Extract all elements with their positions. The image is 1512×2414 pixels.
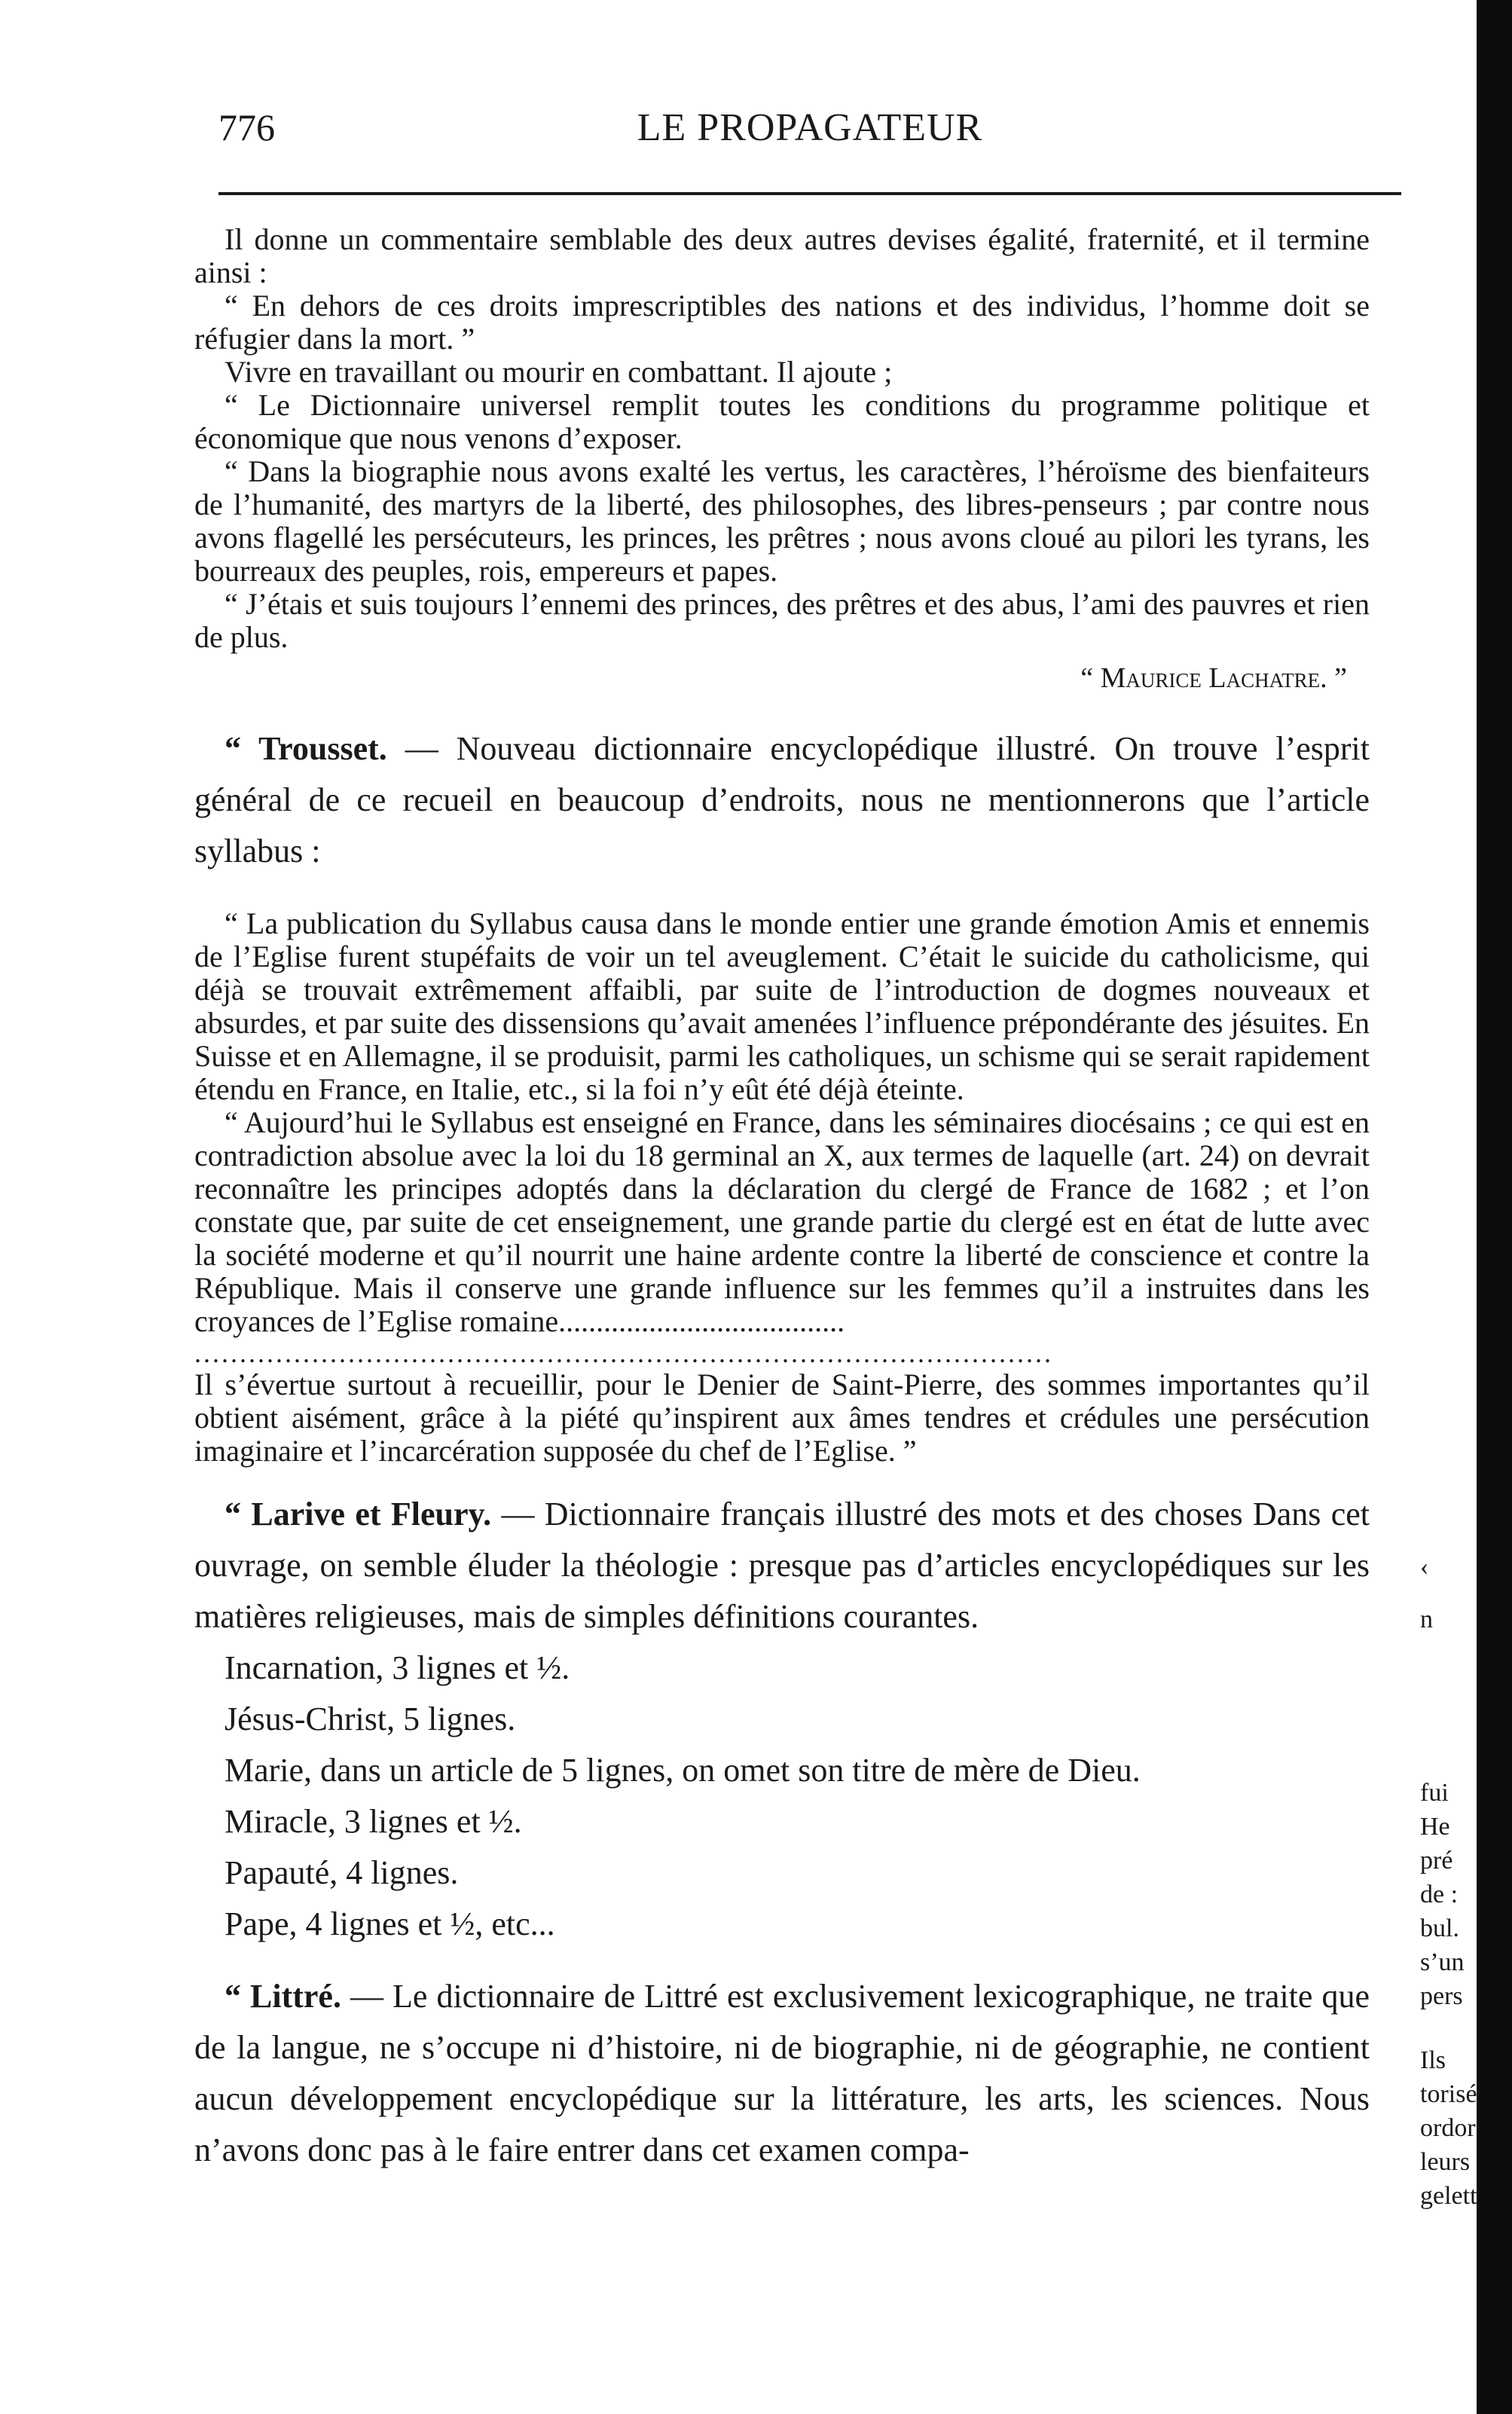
quote-text: “ Aujourd’hui le Syllabus est enseigné en France, dans les séminaires diocésains ; ce qui est en contradiction absolue avec la loi du 18 germinal an X, aux termes de laquelle (art. 24) on devrait reconnaître les principes adoptés dans la déclaration du clergé de France de 1682 ; et l’on constate que, par suite de cet enseignement, une grande partie du clergé est en état de lutte avec la société moderne et qu’il nourrit une haine ardente contre la liberté de conscience et contre la République. Mais il conserve une grande influence sur les femmes qu’il a instruites dans les croyances de l’Eglise romaine — [194, 1105, 1370, 1338]
quote-paragraph: “ En dehors de ces droits imprescriptibles des nations et des individus, l’homme doit se réfugier dans la mort. ” — [194, 289, 1370, 356]
littre-entry — [194, 1971, 1370, 2176]
page-number: 776 — [218, 106, 275, 148]
spacer — [194, 1468, 1370, 1489]
quote-paragraph: “ J’étais et suis toujours l’ennemi des princes, des prêtres et des abus, l’ami des pauvres et rien de plus. — [194, 587, 1370, 654]
margin-fragment: fui — [1420, 1779, 1449, 1807]
quote-paragraph — [194, 1106, 1370, 1338]
larive-entry — [194, 1489, 1370, 1642]
entry-heading: “ Littré. — [225, 1978, 341, 2015]
margin-fragment: ‹ — [1420, 1553, 1429, 1581]
quote-paragraph: Vivre en travaillant ou mourir en combattant. Il ajoute ; — [225, 355, 893, 389]
ellipsis-dots: ...................................... — [558, 1304, 845, 1338]
margin-fragment: Ils — [1420, 2046, 1446, 2074]
quote-paragraph: “ La publication du Syllabus causa dans le monde entier une grande émotion Amis et ennemis de l’Eglise furent stupéfaits de voir un tel aveuglement. C’était le suicide du catholicisme, qui déjà se trouvait extrêmement affaibli, par suite de l’introduction de dogmes nouveaux et absurdes, et par suite des dissensions qu’avait amenées l’influence prépondérante des jésuites. En Suisse et en Allemagne, il se produisit, parmi les catholiques, un schisme qui se serait rapidement étendu en France, en Italie, etc., si la foi n’y eût été déjà éteinte. — [194, 906, 1370, 1106]
list-item: Papauté, 4 lignes. — [225, 1854, 459, 1891]
spacer — [194, 877, 1370, 907]
margin-fragment: torisé — [1420, 2080, 1477, 2108]
page-body — [194, 223, 1370, 2176]
list-item: Marie, dans un article de 5 lignes, on omet son titre de mère de Dieu. — [225, 1752, 1141, 1789]
margin-fragment: pers — [1420, 1982, 1463, 2010]
signature: “ Maurice Lachatre. ” — [1080, 662, 1347, 694]
entry-text: — Dictionnaire français illustré des mots et des choses Dans cet ouvrage, on semble éluder la théologie : presque pas d’articles encyclopédiques sur les matières religieuses, mais de simples définitions courantes. — [194, 1496, 1370, 1635]
ellipsis-line: ............................................................................................... — [194, 1338, 1053, 1368]
entry-heading: “ Larive et Fleury. — [225, 1496, 492, 1532]
margin-fragment: pré — [1420, 1847, 1453, 1875]
margin-fragment: s’un — [1420, 1948, 1465, 1976]
quote-paragraph: Il s’évertue surtout à recueillir, pour le Denier de Saint-Pierre, des sommes importantes qu’il obtient aisément, grâce à la piété qu’inspirent aux âmes tendres et crédules une persécution imaginaire et l’incarcération supposée du chef de l’Eglise. ” — [194, 1367, 1370, 1468]
facing-page-edge — [1477, 0, 1512, 2414]
entry-list — [194, 1642, 1370, 1950]
running-header — [218, 105, 1401, 158]
list-item: Incarnation, 3 lignes et ½. — [225, 1649, 570, 1686]
margin-fragment: bul. — [1420, 1914, 1459, 1942]
running-title: LE PROPAGATEUR — [637, 106, 983, 149]
list-item: Pape, 4 lignes et ½, etc... — [225, 1905, 555, 1942]
margin-fragment: ordor — [1420, 2114, 1476, 2142]
paragraph: Il donne un commentaire semblable des deux autres devises égalité, fraternité, et il termine ainsi : — [194, 222, 1370, 289]
entry-text: — Le dictionnaire de Littré est exclusivement lexicographique, ne traite que de la langue, ne s’occupe ni d’histoire, ni de biographie, ni de géographie, ne contient aucun développement encyclopédique sur la littérature, les arts, les sciences. Nous n’avons donc pas à le faire entrer dans cet examen compa- — [194, 1978, 1370, 2168]
margin-fragment: He — [1420, 1813, 1450, 1841]
margin-fragment: leurs — [1420, 2148, 1471, 2176]
header-rule — [218, 192, 1401, 195]
list-item: Jésus-Christ, 5 lignes. — [225, 1700, 516, 1737]
entry-heading: “ Trousset. — [225, 730, 387, 767]
margin-fragment: de : — [1420, 1881, 1459, 1908]
trousset-entry — [194, 723, 1370, 877]
margin-fragment: gelett — [1420, 2182, 1477, 2210]
quote-paragraph: “ Le Dictionnaire universel remplit toutes les conditions du programme politique et économique que nous venons d’exposer. — [194, 388, 1370, 455]
list-item: Miracle, 3 lignes et ½. — [225, 1803, 522, 1840]
quote-paragraph: “ Dans la biographie nous avons exalté les vertus, les caractères, l’héroïsme des bienfaiteurs de l’humanité, des martyrs de la liberté, des philosophes, des libres-penseurs ; par contre nous avons flagellé les persécuteurs, les princes, les prêtres ; nous avons cloué au pilori les tyrans, les bourreaux des peuples, rois, empereurs et papes. — [194, 454, 1370, 588]
margin-fragment: n — [1420, 1606, 1433, 1633]
entry-text: — Nouveau dictionnaire encyclopédique illustré. On trouve l’esprit général de ce recueil en beaucoup d’endroits, nous ne mentionnerons que l’article syllabus : — [194, 730, 1370, 869]
spacer — [194, 1950, 1370, 1971]
